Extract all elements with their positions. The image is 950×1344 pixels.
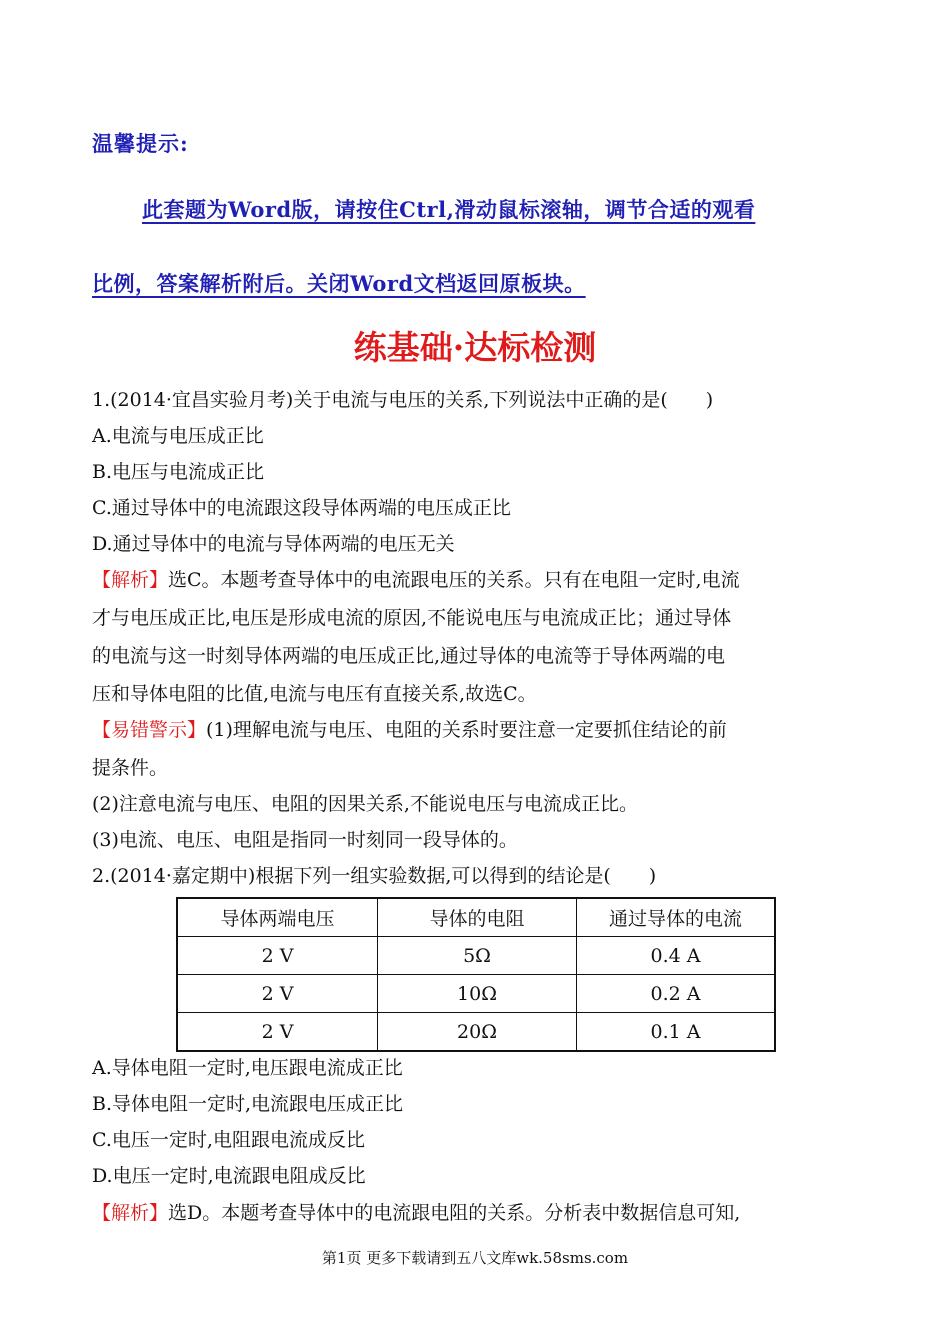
table-cell: 5Ω xyxy=(378,937,577,975)
q1-analysis-line-2: 才与电压成正比,电压是形成电流的原因,不能说电压与电流成正比；通过导体 xyxy=(92,607,732,629)
q2-option-c: C.电压一定时,电阻跟电流成反比 xyxy=(92,1129,365,1151)
q1-stem: 1.(2014·宜昌实验月考)关于电流与电压的关系,下列说法中正确的是( ) xyxy=(92,389,714,411)
q1-warning-line-1 xyxy=(92,718,727,742)
table-cell: 2 V xyxy=(177,937,378,975)
q1-warning-line-3: (2)注意电流与电压、电阻的因果关系,不能说电压与电流成正比。 xyxy=(92,793,638,815)
q1-option-a: A.电流与电压成正比 xyxy=(92,425,264,447)
q2-analysis-text-1: 选D。本题考查导体中的电流跟电阻的关系。分析表中数据信息可知, xyxy=(168,1202,741,1224)
table-cell: 0.1 A xyxy=(577,1013,776,1052)
table-cell: 2 V xyxy=(177,1013,378,1052)
table-cell: 20Ω xyxy=(378,1013,577,1052)
table-header-voltage: 导体两端电压 xyxy=(177,898,378,937)
q1-analysis-tag: 【解析】 xyxy=(92,569,169,591)
tip-heading: 温馨提示: xyxy=(92,131,189,156)
table-cell: 2 V xyxy=(177,975,378,1013)
section-title: 练基础·达标检测 xyxy=(353,328,597,367)
q1-analysis-line-3: 的电流与这一时刻导体两端的电压成正比,通过导体的电流等于导体两端的电 xyxy=(92,645,726,667)
q1-option-d: D.通过导体中的电流与导体两端的电压无关 xyxy=(92,533,455,555)
q1-warning-tag: 【易错警示】 xyxy=(92,719,207,741)
q1-option-c: C.通过导体中的电流跟这段导体两端的电压成正比 xyxy=(92,497,511,519)
table-row xyxy=(177,1013,775,1052)
q2-option-a: A.导体电阻一定时,电压跟电流成正比 xyxy=(92,1057,403,1079)
table-row xyxy=(177,975,775,1013)
q2-stem: 2.(2014·嘉定期中)根据下列一组实验数据,可以得到的结论是( ) xyxy=(92,865,657,887)
q1-warning-line-4: (3)电流、电压、电阻是指同一时刻同一段导体的。 xyxy=(92,829,518,851)
q1-analysis-text-1: 选C。本题考查导体中的电流跟电压的关系。只有在电阻一定时,电流 xyxy=(168,569,740,591)
q1-analysis-line-4: 压和导体电阻的比值,电流与电压有直接关系,故选C。 xyxy=(92,683,537,705)
page-footer: 第1页 更多下载请到五八文库wk.58sms.com xyxy=(321,1249,629,1267)
table-header-row xyxy=(177,898,775,937)
table-cell: 0.2 A xyxy=(577,975,776,1013)
tip-line-2[interactable]: 比例，答案解析附后。关闭Word文档返回原板块。 xyxy=(92,271,586,296)
q2-option-b: B.导体电阻一定时,电流跟电压成正比 xyxy=(92,1093,404,1115)
q1-warning-text-1: (1)理解电流与电压、电阻的关系时要注意一定要抓住结论的前 xyxy=(206,719,727,741)
data-table xyxy=(176,897,776,1052)
q2-analysis-tag: 【解析】 xyxy=(92,1202,169,1224)
q1-option-b: B.电压与电流成正比 xyxy=(92,461,265,483)
q1-analysis-line-1 xyxy=(92,568,740,592)
q2-option-d: D.电压一定时,电流跟电阻成反比 xyxy=(92,1165,366,1187)
table-header-current: 通过导体的电流 xyxy=(577,898,776,937)
table-header-resistance: 导体的电阻 xyxy=(378,898,577,937)
table-cell: 0.4 A xyxy=(577,937,776,975)
table-row xyxy=(177,937,775,975)
q2-analysis-line-1 xyxy=(92,1201,740,1225)
table-cell: 10Ω xyxy=(378,975,577,1013)
tip-line-1[interactable]: 此套题为Word版，请按住Ctrl,滑动鼠标滚轴，调节合适的观看 xyxy=(142,197,756,222)
q1-warning-line-2: 提条件。 xyxy=(92,757,169,779)
